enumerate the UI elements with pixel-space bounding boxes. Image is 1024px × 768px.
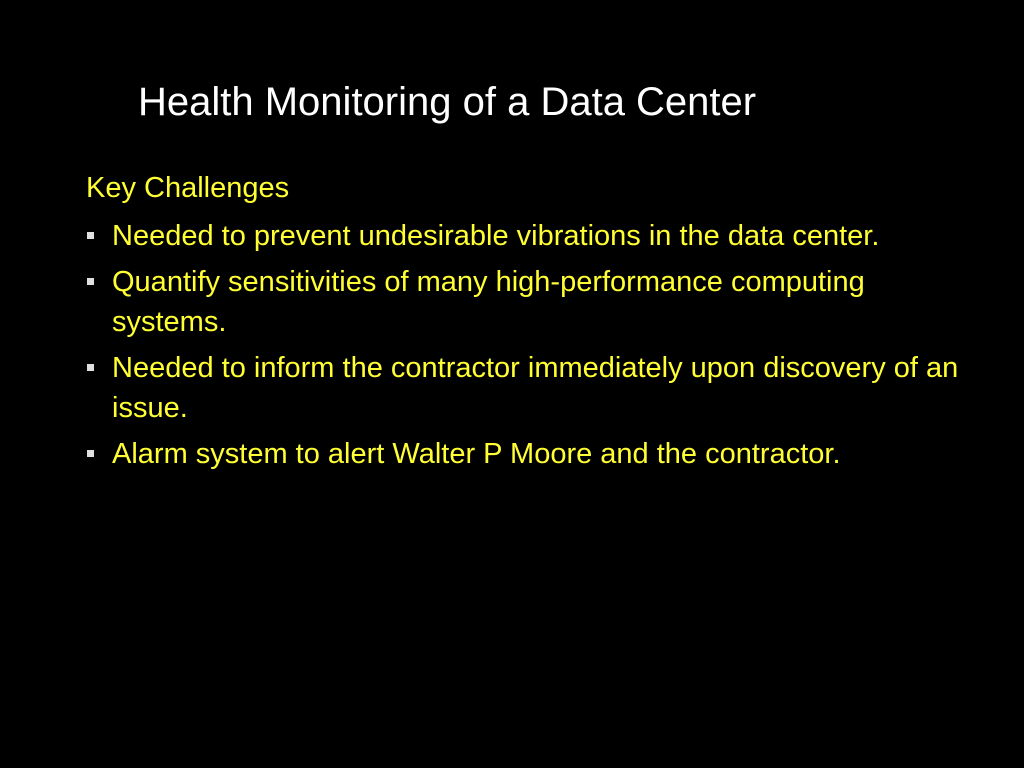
bullet-text: Alarm system to alert Walter P Moore and the contractor.: [112, 438, 841, 470]
bullet-text: Quantify sensitivities of many high-performance computing systems.: [112, 266, 865, 338]
square-bullet-icon: [87, 278, 94, 285]
slide-body: [86, 166, 986, 474]
bullet-item: [86, 216, 986, 256]
bullet-item: [86, 348, 986, 428]
square-bullet-icon: [87, 232, 94, 239]
square-bullet-icon: [87, 450, 94, 457]
bullet-text: Needed to prevent undesirable vibrations in the data center.: [112, 220, 880, 252]
bullet-item: [86, 434, 986, 474]
bullet-item: [86, 262, 986, 342]
slide-title: Health Monitoring of a Data Center: [138, 80, 757, 124]
square-bullet-icon: [87, 364, 94, 371]
bullet-text: Needed to inform the contractor immediately upon discovery of an issue.: [112, 352, 959, 424]
subheading: Key Challenges: [86, 172, 290, 204]
bullet-list: [86, 216, 986, 474]
